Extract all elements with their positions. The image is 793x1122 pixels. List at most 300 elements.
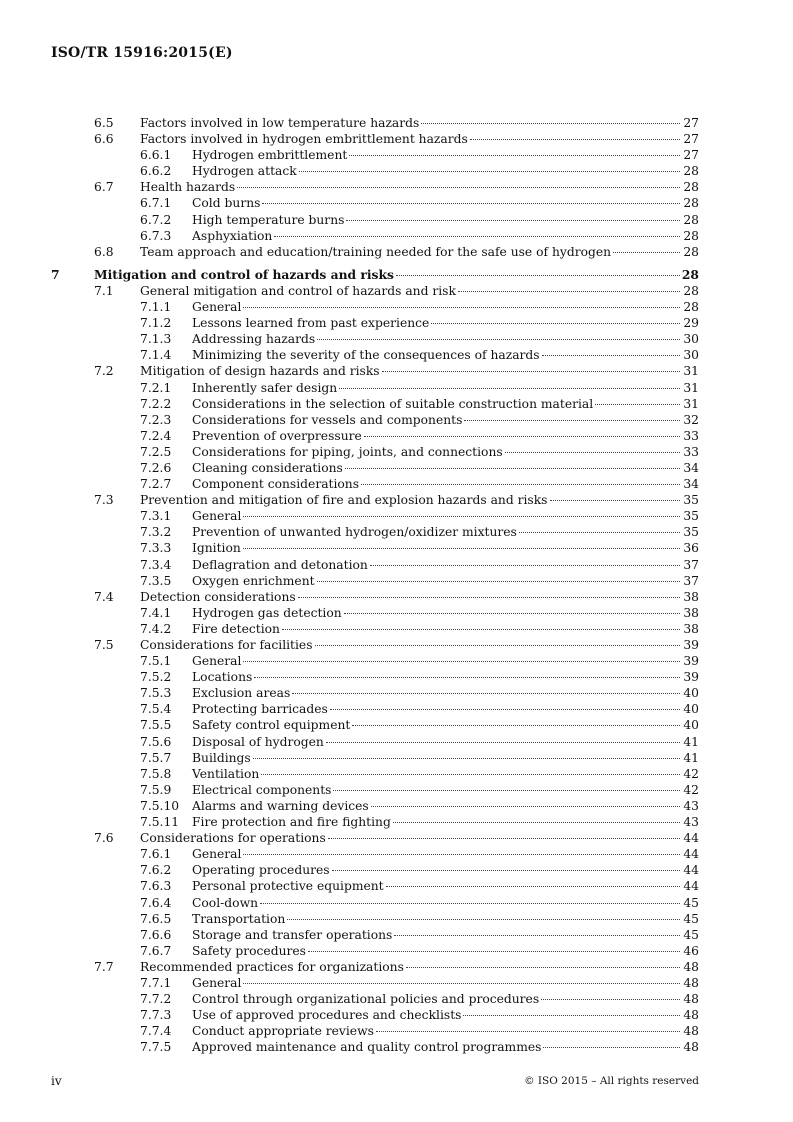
dot-leader (299, 171, 680, 172)
toc-entry-number: 7.1.4 (140, 348, 172, 363)
toc-entry-page: 39 (683, 670, 699, 685)
toc-entry-line (192, 895, 699, 911)
toc-entry[interactable] (0, 195, 793, 211)
toc-entry-title: High temperature burns (192, 212, 345, 227)
toc-entry[interactable] (0, 717, 793, 733)
dot-leader (543, 1047, 680, 1048)
toc-entry-title: Cold burns (192, 196, 261, 211)
toc-entry[interactable] (0, 991, 793, 1007)
dot-leader (243, 548, 680, 549)
toc-entry-line (192, 524, 699, 540)
toc-entry-line (192, 444, 699, 460)
toc-entry-title: Health hazards (140, 180, 236, 195)
toc-entry[interactable] (0, 927, 793, 943)
toc-entry-number: 7.3.3 (140, 541, 172, 556)
toc-entry[interactable] (0, 1023, 793, 1039)
toc-entry-number: 6.7 (94, 180, 114, 195)
toc-entry-line (140, 959, 699, 975)
toc-entry-page: 28 (683, 244, 699, 259)
dot-leader (519, 532, 680, 533)
toc-entry-number: 7.5.6 (140, 734, 172, 749)
dot-leader (260, 903, 680, 904)
dot-leader (317, 581, 680, 582)
toc-entry-title: Approved maintenance and quality control programmes (192, 1040, 542, 1055)
toc-entry-page: 41 (683, 734, 699, 749)
toc-entry-number: 7.5.10 (140, 798, 180, 813)
toc-entry-page: 46 (683, 943, 699, 958)
toc-entry-number: 7.2.2 (140, 396, 172, 411)
dot-leader (333, 790, 680, 791)
toc-entry-line (192, 669, 699, 685)
toc-entry[interactable] (0, 573, 793, 589)
toc-entry[interactable] (0, 179, 793, 195)
toc-entry[interactable] (0, 589, 793, 605)
toc-entry-page: 31 (683, 396, 699, 411)
toc-entry-page: 28 (683, 212, 699, 227)
toc-entry[interactable] (0, 212, 793, 228)
toc-entry-title: Considerations for vessels and components (192, 412, 463, 427)
toc-entry[interactable] (0, 163, 793, 179)
toc-entry-page: 38 (683, 621, 699, 636)
toc-entry-page: 48 (683, 1024, 699, 1039)
toc-entry-page: 40 (683, 686, 699, 701)
toc-entry-title: Oxygen enrichment (192, 573, 315, 588)
toc-entry[interactable] (0, 267, 793, 283)
toc-entry-number: 7.6 (94, 831, 114, 846)
dot-leader (595, 404, 680, 405)
toc-entry-title: Team approach and education/training needed for the safe use of hydrogen (140, 244, 612, 259)
dot-leader (298, 597, 680, 598)
toc-entry-line (192, 396, 699, 412)
dot-leader (243, 661, 680, 662)
toc-entry-line (192, 299, 699, 315)
dot-leader (431, 323, 680, 324)
toc-entry-title: Ventilation (192, 766, 260, 781)
toc-entry[interactable] (0, 959, 793, 975)
toc-entry-line (192, 814, 699, 830)
toc-entry-page: 33 (683, 428, 699, 443)
toc-entry-line (192, 1007, 699, 1023)
toc-entry-number: 6.6.2 (140, 164, 172, 179)
toc-entry-page: 42 (683, 766, 699, 781)
toc-entry-number: 7.1.2 (140, 316, 172, 331)
toc-entry-line (192, 862, 699, 878)
toc-entry-page: 45 (683, 895, 699, 910)
toc-entry-title: Considerations for facilities (140, 638, 313, 652)
toc-entry-title: Cleaning considerations (192, 460, 343, 475)
toc-entry-line (192, 380, 699, 396)
toc-entry-title: Considerations for piping, joints, and connections (192, 444, 503, 459)
dot-leader (243, 516, 680, 517)
toc-entry-line (140, 244, 699, 260)
toc-entry[interactable] (0, 147, 793, 163)
toc-entry-title: Electrical components (192, 782, 332, 797)
toc-entry-page: 33 (683, 444, 699, 459)
dot-leader (332, 870, 680, 871)
toc-entry-page: 35 (683, 525, 699, 540)
toc-entry-page: 43 (683, 815, 699, 830)
toc-entry-number: 7.2.3 (140, 412, 172, 427)
toc-entry[interactable] (0, 1007, 793, 1023)
toc-entry-page: 35 (683, 509, 699, 524)
dot-leader (243, 307, 680, 308)
toc-entry-line (192, 1023, 699, 1039)
toc-entry[interactable] (0, 331, 793, 347)
toc-entry-number: 7 (51, 266, 60, 282)
toc-entry-page: 48 (683, 992, 699, 1007)
toc-entry-title: Factors involved in hydrogen embrittlement hazards (140, 132, 468, 147)
dot-leader (394, 935, 680, 936)
dot-leader (243, 983, 680, 984)
toc-entry-number: 7.6.1 (140, 847, 172, 862)
toc-entry-title: Fire protection and fire fighting (192, 815, 391, 830)
dot-leader (344, 613, 680, 614)
dot-leader (349, 155, 680, 156)
toc-entry-line (192, 476, 699, 492)
toc-entry-page: 31 (683, 380, 699, 395)
toc-entry[interactable] (0, 363, 793, 379)
toc-entry-line (192, 943, 699, 959)
toc-entry-title: Safety procedures (192, 943, 306, 958)
toc-entry-title: Ignition (192, 541, 241, 556)
toc-entry[interactable] (0, 428, 793, 444)
toc-entry-title: Hydrogen attack (192, 164, 297, 179)
dot-leader (470, 139, 680, 140)
toc-entry-line (140, 363, 699, 379)
toc-entry-page: 42 (683, 782, 699, 797)
toc-entry[interactable] (0, 347, 793, 363)
toc-entry-title: Deflagration and detonation (192, 557, 368, 572)
toc-entry[interactable] (0, 878, 793, 894)
toc-entry-line (94, 267, 699, 283)
toc-entry[interactable] (0, 782, 793, 798)
toc-entry-line (140, 589, 699, 605)
toc-entry[interactable] (0, 895, 793, 911)
toc-entry[interactable] (0, 460, 793, 476)
toc-entry[interactable] (0, 476, 793, 492)
toc-entry-page: 29 (683, 316, 699, 331)
toc-entry-number: 7.6.3 (140, 879, 172, 894)
dot-leader (364, 436, 680, 437)
toc-entry-page: 34 (683, 460, 699, 475)
toc-entry-page: 28 (683, 283, 699, 298)
toc-entry[interactable] (0, 396, 793, 412)
toc-entry[interactable] (0, 975, 793, 991)
toc-entry-number: 7.5.3 (140, 686, 172, 701)
toc-entry-number: 7.7.4 (140, 1024, 172, 1039)
toc-entry[interactable] (0, 508, 793, 524)
toc-entry-title: Conduct appropriate reviews (192, 1024, 374, 1039)
toc-entry[interactable] (0, 814, 793, 830)
toc-entry-number: 7.6.7 (140, 943, 172, 958)
toc-entry-line (192, 911, 699, 927)
toc-entry-number: 7.6.5 (140, 911, 172, 926)
toc-entry-title: Use of approved procedures and checklists (192, 1008, 462, 1023)
toc-entry-number: 7.5.5 (140, 718, 172, 733)
toc-entry-number: 7.5.11 (140, 815, 180, 830)
toc-entry-page: 34 (683, 477, 699, 492)
toc-entry-title: Mitigation and control of hazards and risks (94, 266, 394, 282)
dot-leader (464, 420, 680, 421)
toc-entry-page: 44 (683, 879, 699, 894)
toc-entry[interactable] (0, 228, 793, 244)
toc-entry[interactable] (0, 380, 793, 396)
toc-entry-page: 39 (683, 638, 699, 652)
toc-entry[interactable] (0, 283, 793, 299)
toc-entry-number: 7.5 (94, 638, 114, 652)
toc-entry-line (192, 717, 699, 733)
dot-leader (421, 123, 680, 124)
toc-entry-page: 35 (683, 493, 699, 508)
toc-entry-page: 36 (683, 541, 699, 556)
toc-entry-page: 27 (683, 116, 699, 130)
toc-entry-title: Protecting barricades (192, 702, 328, 717)
toc-entry[interactable] (0, 492, 793, 508)
toc-entry-page: 31 (683, 364, 699, 379)
toc-entry-page: 48 (683, 1008, 699, 1023)
dot-leader (386, 886, 680, 887)
toc-entry-line (192, 412, 699, 428)
toc-entry[interactable] (0, 1039, 793, 1055)
dot-leader (382, 371, 680, 372)
toc-entry[interactable] (0, 540, 793, 556)
toc-entry-line (140, 115, 699, 131)
toc-entry[interactable] (0, 766, 793, 782)
toc-entry-line (192, 347, 699, 363)
toc-entry-page: 28 (683, 180, 699, 195)
toc-entry[interactable] (0, 798, 793, 814)
toc-entry-line (192, 846, 699, 862)
toc-entry[interactable] (0, 299, 793, 315)
dot-leader (243, 854, 680, 855)
toc-entry[interactable] (0, 637, 793, 653)
toc-entry-page: 48 (683, 959, 699, 974)
toc-entry-title: Prevention of overpressure (192, 428, 362, 443)
toc-entry-line (192, 163, 699, 179)
toc-entry-title: Prevention and mitigation of fire and explosion hazards and risks (140, 493, 548, 508)
toc-entry[interactable] (0, 315, 793, 331)
toc-entry-number: 7.6.4 (140, 895, 172, 910)
toc-entry-number: 7.5.2 (140, 670, 172, 685)
toc-entry-line (192, 212, 699, 228)
toc-entry[interactable] (0, 444, 793, 460)
toc-entry-line (192, 605, 699, 621)
toc-entry[interactable] (0, 669, 793, 685)
toc-entry[interactable] (0, 131, 793, 147)
toc-entry-line (192, 428, 699, 444)
toc-entry-title: Asphyxiation (192, 228, 273, 243)
dot-leader (261, 774, 680, 775)
dot-leader (254, 677, 680, 678)
toc-entry-title: Operating procedures (192, 863, 330, 878)
toc-entry-number: 7.3 (94, 493, 114, 508)
toc-entry-line (192, 621, 699, 637)
toc-entry-number: 6.8 (94, 244, 114, 259)
toc-entry-number: 6.7.1 (140, 196, 172, 211)
toc-entry-number: 7.7 (94, 959, 114, 974)
dot-leader (505, 452, 680, 453)
toc-entry-number: 7.1.1 (140, 300, 172, 315)
toc-entry-title: Hydrogen gas detection (192, 605, 342, 620)
toc-entry-title: Lessons learned from past experience (192, 316, 430, 331)
toc-entry[interactable] (0, 911, 793, 927)
toc-entry-page: 38 (683, 589, 699, 604)
toc-entry[interactable] (0, 701, 793, 717)
dot-leader (376, 1031, 680, 1032)
toc-entry-page: 28 (681, 266, 699, 282)
dot-leader (274, 236, 680, 237)
toc-entry-line (192, 508, 699, 524)
toc-entry-number: 7.7.5 (140, 1040, 172, 1055)
toc-entry-number: 7.5.1 (140, 654, 172, 669)
toc-entry-line (140, 179, 699, 195)
toc-entry-line (140, 637, 699, 653)
dot-leader (393, 822, 680, 823)
toc-entry-number: 7.5.4 (140, 702, 172, 717)
dot-leader (282, 629, 680, 630)
dot-leader (463, 1015, 680, 1016)
toc-entry-title: Prevention of unwanted hydrogen/oxidizer mixtures (192, 525, 517, 540)
toc-entry[interactable] (0, 621, 793, 637)
toc-entry-page: 37 (683, 573, 699, 588)
dot-leader (613, 252, 680, 253)
toc-entry-page: 43 (683, 798, 699, 813)
toc-entry-line (140, 131, 699, 147)
dot-leader (330, 709, 680, 710)
dot-leader (541, 999, 680, 1000)
toc-entry-number: 7.4.2 (140, 621, 172, 636)
toc-entry-title: Exclusion areas (192, 686, 291, 701)
toc-entry-title: Transportation (192, 911, 286, 926)
toc-entry-number: 7.6.6 (140, 927, 172, 942)
dot-leader (352, 725, 680, 726)
dot-leader (346, 220, 680, 221)
toc-entry[interactable] (0, 685, 793, 701)
toc-entry[interactable] (0, 115, 793, 131)
toc-entry-line (192, 927, 699, 943)
toc-entry-page: 32 (683, 412, 699, 427)
toc-entry-page: 44 (683, 847, 699, 862)
toc-entry[interactable] (0, 412, 793, 428)
toc-entry-number: 7.2.4 (140, 428, 172, 443)
dot-leader (262, 203, 680, 204)
dot-leader (345, 468, 680, 469)
toc-entry[interactable] (0, 846, 793, 862)
toc-entry-page: 41 (683, 750, 699, 765)
toc-entry-number: 6.6 (94, 132, 114, 147)
toc-entry-title: General (192, 654, 242, 669)
toc-entry-number: 7.3.5 (140, 573, 172, 588)
toc-entry-page: 38 (683, 605, 699, 620)
toc-entry-line (140, 830, 699, 846)
toc-entry[interactable] (0, 557, 793, 573)
toc-entry-page: 37 (683, 557, 699, 572)
toc-entry-title: Recommended practices for organizations (140, 959, 404, 974)
toc-entry-line (192, 991, 699, 1007)
toc-entry[interactable] (0, 830, 793, 846)
toc-entry-number: 6.7.3 (140, 228, 172, 243)
toc-entry-page: 27 (683, 148, 699, 163)
toc-entry-page: 39 (683, 654, 699, 669)
toc-entry-page: 40 (683, 718, 699, 733)
toc-entry[interactable] (0, 605, 793, 621)
table-of-contents (0, 115, 793, 1055)
dot-leader (292, 693, 680, 694)
dot-leader (326, 742, 680, 743)
dot-leader (253, 758, 680, 759)
toc-entry-page: 40 (683, 702, 699, 717)
toc-entry-number: 7.7.1 (140, 975, 172, 990)
toc-entry-page: 28 (683, 228, 699, 243)
toc-entry-number: 7.7.2 (140, 992, 172, 1007)
toc-entry-title: General mitigation and control of hazards and risk (140, 283, 456, 298)
toc-entry-line (192, 766, 699, 782)
dot-leader (550, 500, 681, 501)
dot-leader (315, 645, 680, 646)
toc-entry[interactable] (0, 750, 793, 766)
toc-entry[interactable] (0, 862, 793, 878)
toc-entry-page: 28 (683, 196, 699, 211)
toc-entry[interactable] (0, 244, 793, 260)
toc-entry-number: 6.7.2 (140, 212, 172, 227)
toc-entry[interactable] (0, 943, 793, 959)
dot-leader (458, 291, 680, 292)
toc-entry-number: 6.5 (94, 116, 114, 130)
toc-entry-title: Considerations in the selection of suitable construction material (192, 396, 594, 411)
copyright-notice: © ISO 2015 – All rights reserved (524, 1075, 699, 1087)
toc-entry-line (140, 283, 699, 299)
toc-entry-title: Inherently safer design (192, 380, 338, 395)
toc-entry-line (192, 878, 699, 894)
toc-entry-number: 7.4 (94, 589, 114, 604)
dot-leader (237, 187, 680, 188)
toc-entry-number: 7.5.7 (140, 750, 172, 765)
toc-entry-number: 7.1 (94, 283, 114, 298)
toc-entry-title: Storage and transfer operations (192, 927, 393, 942)
document-id-header: ISO/TR 15916:2015(E) (51, 45, 233, 61)
dot-leader (317, 339, 680, 340)
toc-entry-line (192, 653, 699, 669)
dot-leader (308, 951, 680, 952)
toc-entry-number: 7.3.4 (140, 557, 172, 572)
toc-entry-line (192, 573, 699, 589)
toc-entry-number: 7.5.9 (140, 782, 172, 797)
toc-entry[interactable] (0, 734, 793, 750)
toc-entry-line (192, 798, 699, 814)
toc-entry-title: Detection considerations (140, 589, 296, 604)
dot-leader (371, 806, 680, 807)
toc-entry-number: 7.6.2 (140, 863, 172, 878)
toc-entry-line (192, 1039, 699, 1055)
toc-entry-number: 7.3.2 (140, 525, 172, 540)
toc-entry-line (192, 750, 699, 766)
toc-entry-line (192, 701, 699, 717)
toc-entry-number: 7.2 (94, 364, 114, 379)
toc-entry-title: Component considerations (192, 477, 360, 492)
toc-entry-page: 28 (683, 300, 699, 315)
toc-entry-title: Safety control equipment (192, 718, 351, 733)
toc-entry-number: 7.2.5 (140, 444, 172, 459)
toc-entry-page: 45 (683, 927, 699, 942)
toc-entry-title: General (192, 509, 242, 524)
toc-entry-line (192, 331, 699, 347)
toc-entry-title: General (192, 300, 242, 315)
toc-entry-title: Hydrogen embrittlement (192, 148, 348, 163)
toc-entry-title: Disposal of hydrogen (192, 734, 324, 749)
toc-entry[interactable] (0, 524, 793, 540)
toc-entry-title: Control through organizational policies and procedures (192, 992, 540, 1007)
toc-entry[interactable] (0, 653, 793, 669)
